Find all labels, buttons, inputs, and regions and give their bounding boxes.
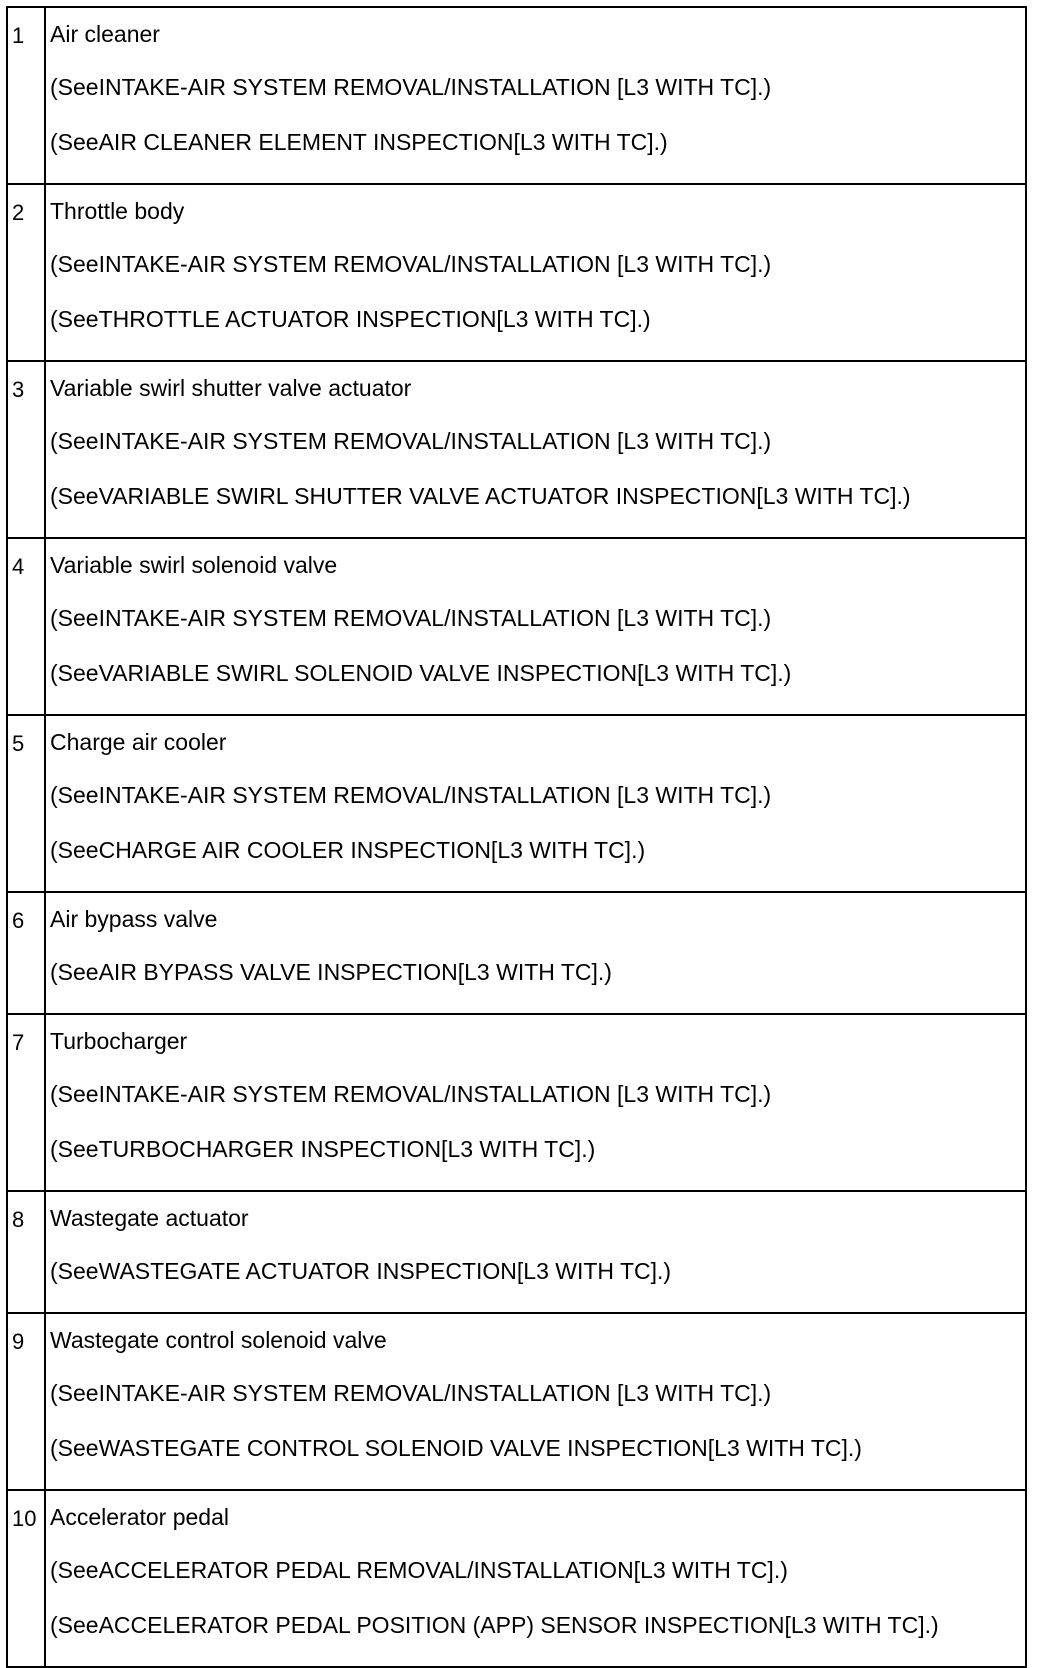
row-number: 6 <box>7 892 45 1014</box>
component-name: Air cleaner <box>50 21 160 47</box>
reference-link-text: (SeeINTAKE-AIR SYSTEM REMOVAL/INSTALLATION [L3 WITH TC].) <box>50 1380 772 1406</box>
table-row <box>7 7 1026 184</box>
reference-link-text: (SeeINTAKE-AIR SYSTEM REMOVAL/INSTALLATION [L3 WITH TC].) <box>50 74 772 100</box>
component-name: Wastegate actuator <box>50 1205 249 1231</box>
component-name: Wastegate control solenoid valve <box>50 1327 387 1353</box>
reference-link-text: (SeeAIR CLEANER ELEMENT INSPECTION[L3 WITH TC].) <box>50 129 668 155</box>
row-number: 10 <box>7 1490 45 1667</box>
table-body <box>7 7 1026 1667</box>
row-content <box>45 1313 1026 1490</box>
reference-link-text: (SeeINTAKE-AIR SYSTEM REMOVAL/INSTALLATION [L3 WITH TC].) <box>50 782 772 808</box>
row-content <box>45 7 1026 184</box>
reference-link-text: (SeeCHARGE AIR COOLER INSPECTION[L3 WITH TC].) <box>50 837 646 863</box>
row-number: 5 <box>7 715 45 892</box>
table-row <box>7 892 1026 1014</box>
reference-link-text: (SeeINTAKE-AIR SYSTEM REMOVAL/INSTALLATION [L3 WITH TC].) <box>50 605 772 631</box>
reference-link-text: (SeeTURBOCHARGER INSPECTION[L3 WITH TC].) <box>50 1136 596 1162</box>
row-content <box>45 538 1026 715</box>
component-reference-table <box>6 6 1027 1668</box>
reference-link-text: (SeeWASTEGATE CONTROL SOLENOID VALVE INSPECTION[L3 WITH TC].) <box>50 1435 862 1461</box>
row-number: 9 <box>7 1313 45 1490</box>
row-number: 8 <box>7 1191 45 1313</box>
table-row <box>7 1490 1026 1667</box>
row-content <box>45 715 1026 892</box>
row-content <box>45 361 1026 538</box>
component-name: Charge air cooler <box>50 729 227 755</box>
component-name: Variable swirl shutter valve actuator <box>50 375 412 401</box>
row-content <box>45 1191 1026 1313</box>
table-row <box>7 1014 1026 1191</box>
reference-link-text: (SeeAIR BYPASS VALVE INSPECTION[L3 WITH TC].) <box>50 959 612 985</box>
table-row <box>7 1313 1026 1490</box>
table-row <box>7 715 1026 892</box>
row-content <box>45 892 1026 1014</box>
reference-link-text: (SeeACCELERATOR PEDAL REMOVAL/INSTALLATION[L3 WITH TC].) <box>50 1557 788 1583</box>
reference-link-text: (SeeVARIABLE SWIRL SHUTTER VALVE ACTUATOR INSPECTION[L3 WITH TC].) <box>50 483 911 509</box>
table-row <box>7 184 1026 361</box>
row-number: 4 <box>7 538 45 715</box>
component-name: Variable swirl solenoid valve <box>50 552 338 578</box>
reference-link-text: (SeeWASTEGATE ACTUATOR INSPECTION[L3 WITH TC].) <box>50 1258 672 1284</box>
row-number: 7 <box>7 1014 45 1191</box>
row-number: 3 <box>7 361 45 538</box>
component-name: Throttle body <box>50 198 185 224</box>
reference-link-text: (SeeTHROTTLE ACTUATOR INSPECTION[L3 WITH TC].) <box>50 306 651 332</box>
row-content <box>45 184 1026 361</box>
reference-link-text: (SeeINTAKE-AIR SYSTEM REMOVAL/INSTALLATION [L3 WITH TC].) <box>50 428 772 454</box>
component-name: Turbocharger <box>50 1028 188 1054</box>
table-row <box>7 538 1026 715</box>
row-number: 1 <box>7 7 45 184</box>
row-content <box>45 1014 1026 1191</box>
reference-link-text: (SeeINTAKE-AIR SYSTEM REMOVAL/INSTALLATION [L3 WITH TC].) <box>50 251 772 277</box>
reference-link-text: (SeeACCELERATOR PEDAL POSITION (APP) SENSOR INSPECTION[L3 WITH TC].) <box>50 1612 939 1638</box>
component-name: Air bypass valve <box>50 906 218 932</box>
row-content <box>45 1490 1026 1667</box>
table-row <box>7 361 1026 538</box>
row-number: 2 <box>7 184 45 361</box>
reference-link-text: (SeeVARIABLE SWIRL SOLENOID VALVE INSPECTION[L3 WITH TC].) <box>50 660 792 686</box>
component-name: Accelerator pedal <box>50 1504 229 1530</box>
table-row <box>7 1191 1026 1313</box>
reference-link-text: (SeeINTAKE-AIR SYSTEM REMOVAL/INSTALLATION [L3 WITH TC].) <box>50 1081 772 1107</box>
